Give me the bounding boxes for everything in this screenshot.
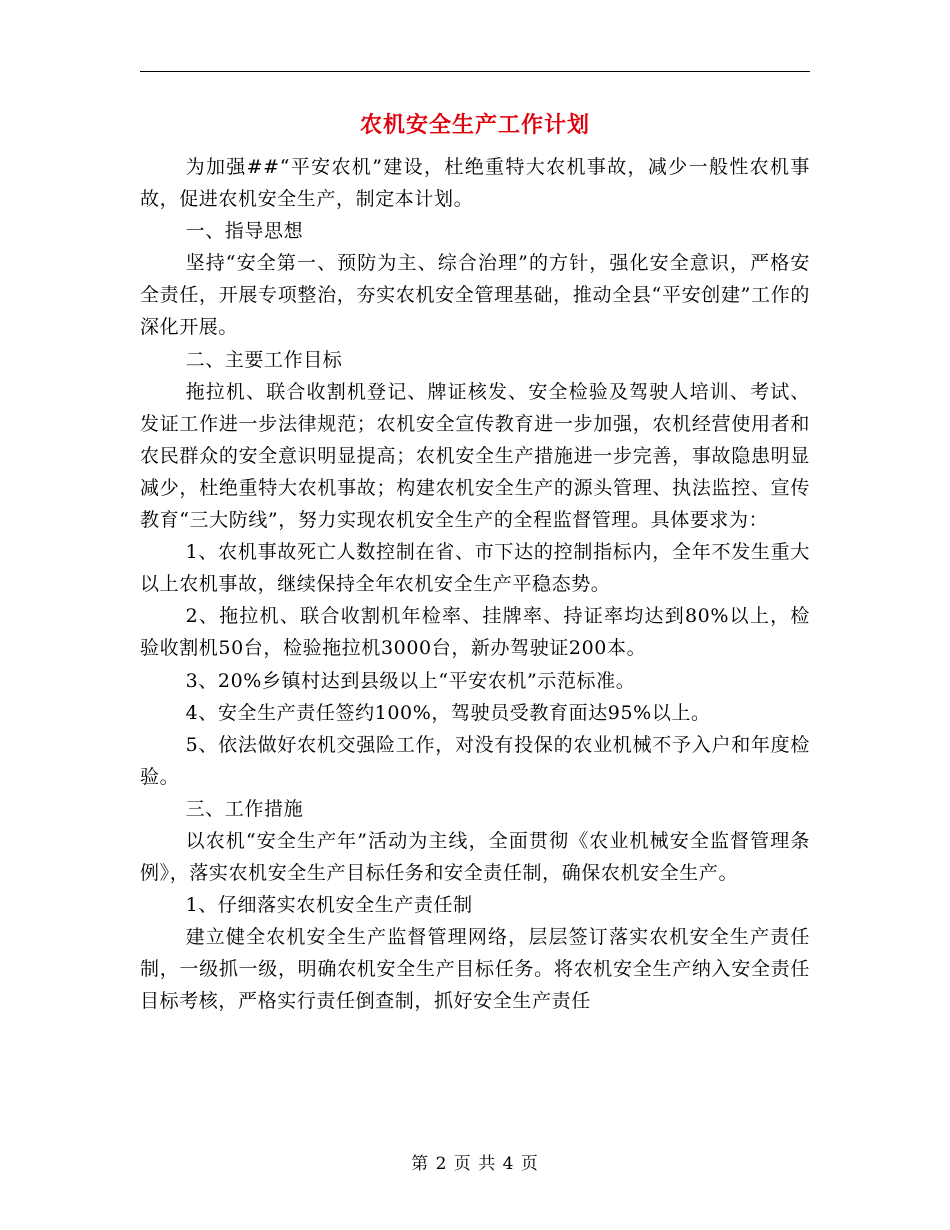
section-heading-guiding-ideology: 一、指导思想 [185,220,304,243]
goal-item-4: 4、安全生产责任签约100%，驾驶员受教育面达95%以上。 [185,701,711,724]
work-measures-paragraph: 以农机“安全生产年”活动为主线，全面贯彻《农业机械安全监督管理条例》，落实农机安全生产目标任务和安全责任制，确保农机安全生产。 [140,829,810,885]
intro-paragraph: 为加强##“平安农机”建设，杜绝重特大农机事故，减少一般性农机事故，促进农机安全生产，制定本计划。 [140,156,810,211]
header-rule [140,71,810,72]
goal-item-2: 2、拖拉机、联合收割机年检率、挂牌率、持证率均达到80%以上，检验收割机50台，检验拖拉机3000台，新办驾驶证200本。 [140,605,810,660]
goal-item-1: 1、农机事故死亡人数控制在省、市下达的控制指标内，全年不发生重大以上农机事故，继续保持全年农机安全生产平稳态势。 [140,541,810,596]
document-title: 农机安全生产工作计划 [359,112,590,138]
measure-1-paragraph: 建立健全农机安全生产监督管理网络，层层签订落实农机安全生产责任制，一级抓一级，明确农机安全生产目标任务。将农机安全生产纳入安全责任目标考核，严格实行责任倒查制，抓好安全生产责任 [140,926,810,1013]
measure-heading-1: 1、仔细落实农机安全生产责任制 [185,894,473,917]
page-number-footer: 第 2 页 共 4 页 [411,1154,539,1174]
document-body [140,151,810,1018]
section-heading-work-measures: 三、工作措施 [185,797,304,820]
guiding-ideology-paragraph: 坚持“安全第一、预防为主、综合治理”的方针，强化安全意识，严格安全责任，开展专项整治，夯实农机安全管理基础，推动全县“平安创建”工作的深化开展。 [140,252,810,339]
goal-item-5: 5、依法做好农机交强险工作，对没有投保的农业机械不予入户和年度检验。 [140,733,810,788]
main-goals-paragraph: 拖拉机、联合收割机登记、牌证核发、安全检验及驾驶人培训、考试、发证工作进一步法律规范；农机安全宣传教育进一步加强，农机经营使用者和农民群众的安全意识明显提高；农机安全生产措施进一步完善，事故隐患明显减少，杜绝重特大农机事故；构建农机安全生产的源头管理、执法监控、宣传教育“三大防线”，努力实现农机安全生产的全程监督管理。具体要求为： [140,380,810,532]
goal-item-3: 3、20%乡镇村达到县级以上“平安农机”示范标准。 [185,669,636,692]
section-heading-main-goals: 二、主要工作目标 [185,348,343,371]
